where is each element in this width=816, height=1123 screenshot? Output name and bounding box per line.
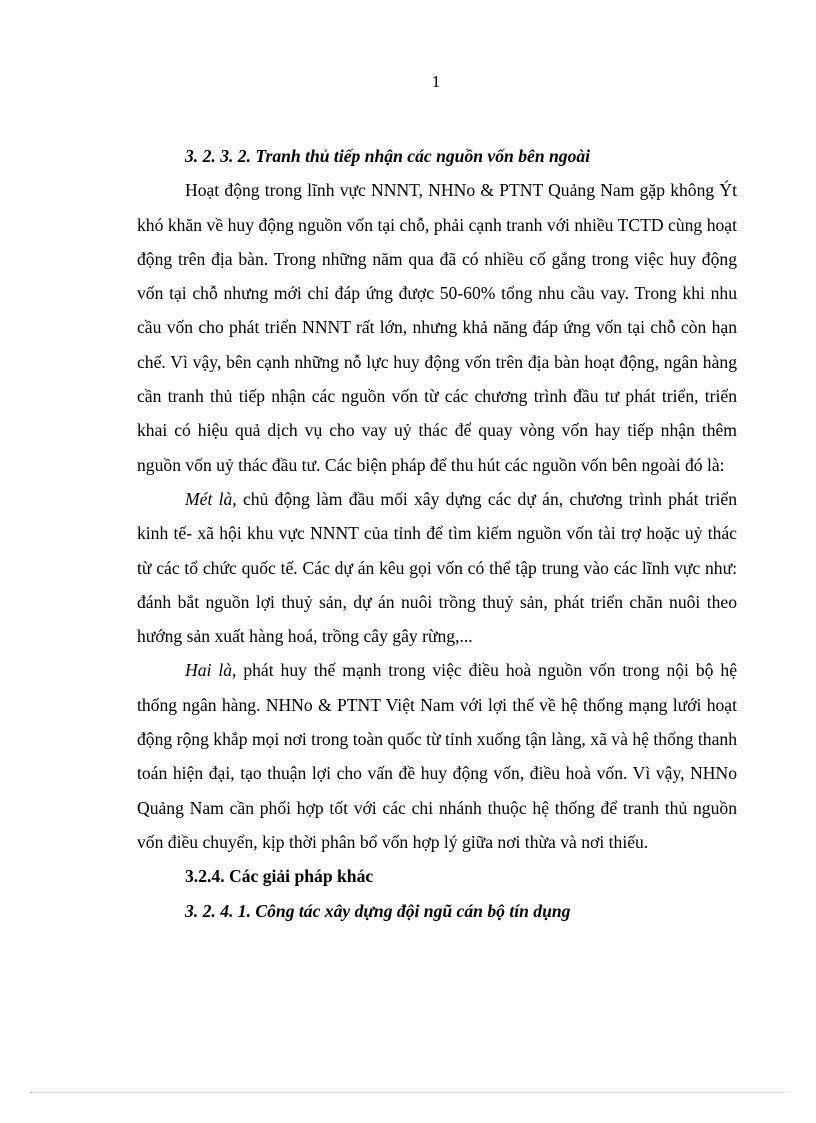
paragraph-second-measure-text: phát huy thế mạnh trong việc điều hoà nguồn vốn trong nội bộ hệ thống ngân hàng. NHNo & PTNT Việt Nam với lợi thế về hệ thống mạng lưới hoạt động rộng khắp mọi nơi trong toàn quốc từ tỉnh xuống tận làng, xã và hệ thống thanh toán hiện đại, tạo thuận lợi cho vấn đề huy động vốn, điều hoà vốn. Vì vậy, NHNo Quảng Nam cần phối hợp tốt với các chi nhánh thuộc hệ thống để tranh thủ nguồn vốn điều chuyển, kịp thời phân bổ vốn hợp lý giữa nơi thừa và nơi thiếu.: [137, 660, 737, 852]
paragraph-first-measure: [137, 482, 737, 653]
page-number: 1: [431, 72, 441, 91]
section-heading-3-2-4-1: 3. 2. 4. 1. Công tác xây dựng đội ngũ cán bộ tín dụng: [185, 900, 571, 921]
paragraph-intro: Hoạt động trong lĩnh vực NNNT, NHNo & PTNT Quảng Nam gặp không Ýt khó khăn về huy động nguồn vốn tại chỗ, phải cạnh tranh với nhiều TCTD cùng hoạt động trên địa bàn. Trong những năm qua đã có nhiều cố gắng trong việc huy động vốn tại chỗ nhưng mới chỉ đáp ứng được 50-60% tổng nhu cầu vay. Trong khi nhu cầu vốn cho phát triển NNNT rất lớn, nhưng khả năng đáp ứng vốn tại chỗ còn hạn chế. Vì vậy, bên cạnh những nỗ lực huy động vốn trên địa bàn hoạt động, ngân hàng cần tranh thủ tiếp nhận các nguồn vốn từ các chương trình đầu tư phát triển, triển khai có hiệu quả dịch vụ cho vay uỷ thác để quay vòng vốn hay tiếp nhận thêm nguồn vốn uỷ thác đầu tư. Các biện pháp để thu hút các nguồn vốn bên ngoài đó là:: [137, 180, 737, 475]
section-heading-3-2-3-2: 3. 2. 3. 2. Tranh thủ tiếp nhận các nguồn vốn bên ngoài: [185, 146, 591, 166]
paragraph-second-measure-lead: Hai là,: [185, 660, 237, 681]
paragraph-first-measure-lead: Mét là,: [185, 488, 237, 509]
page-content: [137, 139, 737, 928]
section-heading-3-2-4: 3.2.4. Các giải pháp khác: [185, 866, 374, 887]
paragraph-second-measure: [137, 653, 737, 859]
paragraph-first-measure-text: chủ động làm đầu mối xây dựng các dự án, chương trình phát triển kinh tế- xã hội khu vực NNNT của tỉnh để tìm kiếm nguồn vốn tài trợ hoặc uỷ thác từ các tổ chức quốc tế. Các dự án kêu gọi vốn có thể tập trung vào các lĩnh vực như: đánh bắt nguồn lợi thuỷ sản, dự án nuôi trồng thuỷ sản, phát triển chăn nuôi theo hướng sản xuất hàng hoá, trồng cây gây rừng,...: [137, 488, 737, 647]
page-bottom-divider: [30, 1092, 786, 1093]
